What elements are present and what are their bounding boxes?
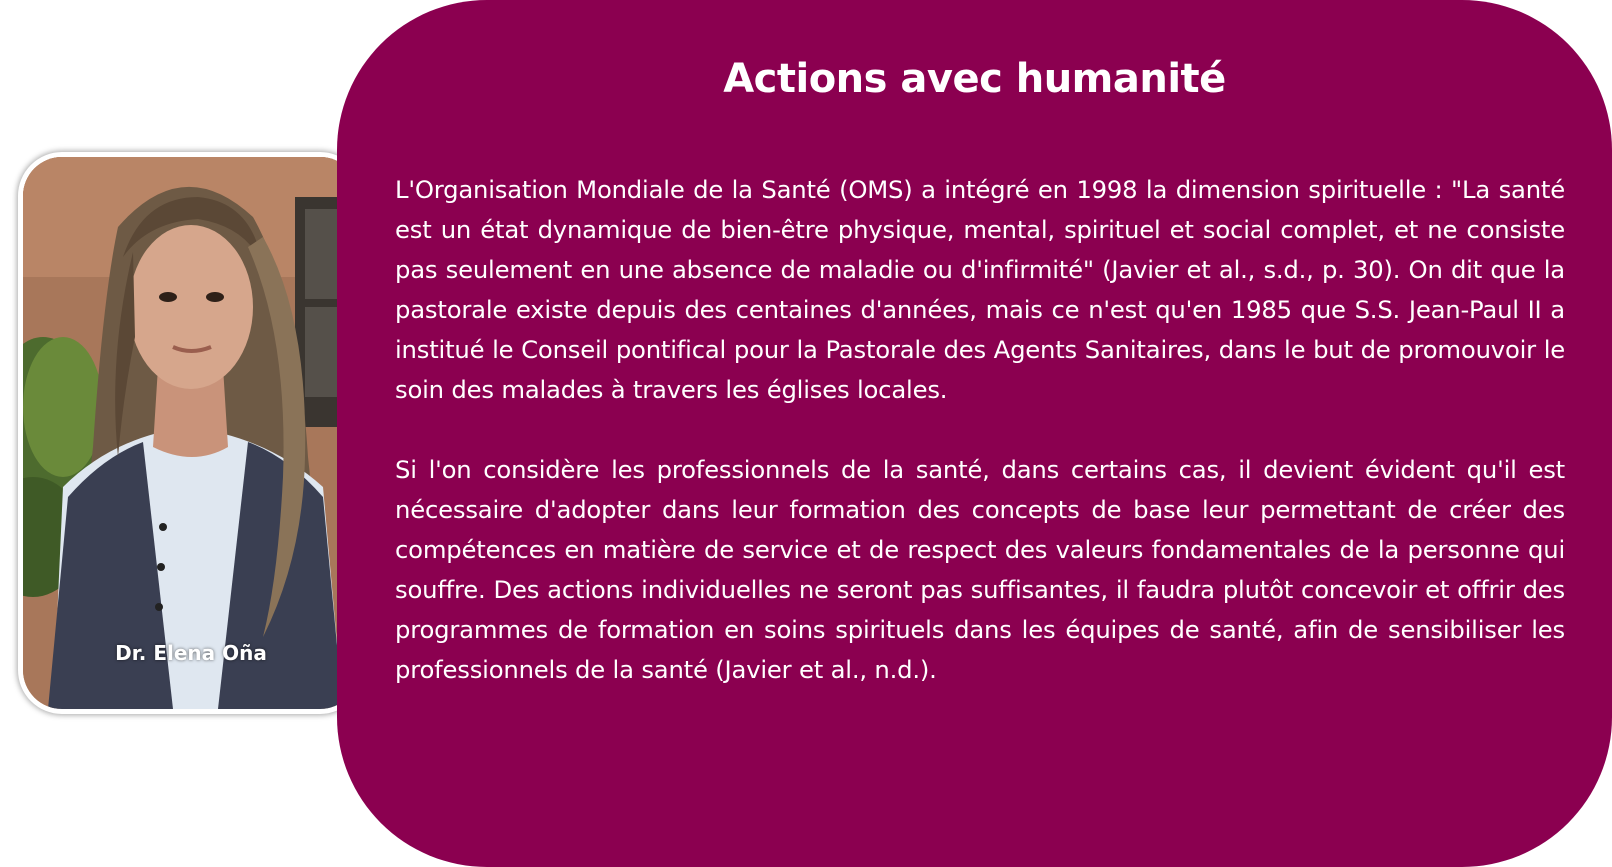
portrait-photo-card <box>18 152 364 714</box>
panel-title: Actions avec humanité <box>723 56 1226 102</box>
paragraph-oms: L'Organisation Mondiale de la Santé (OMS) a intégré en 1998 la dimension spirituelle : "La santé est un état dynamique de bien-être physique, mental, spirituel et social complet, et ne consiste pas seulement en une absence de maladie ou d'infirmité" (Javier et al., s.d., p. 30). On dit que la pastorale existe depuis des centaines d'années, mais ce n'est qu'en 1985 que S.S. Jean-Paul II a institué le Conseil pontifical pour la Pastorale des Agents Sanitaires, dans le but de promouvoir le soin des malades à travers les églises locales. <box>395 175 1565 404</box>
content-panel <box>337 0 1612 867</box>
panel-body <box>395 170 1565 730</box>
paragraph-professionals: Si l'on considère les professionnels de la santé, dans certains cas, il devient évident qu'il est nécessaire d'adopter dans leur formation des concepts de base leur permettant de créer des compétences en matière de service et de respect des valeurs fondamentales de la personne qui souffre. Des actions individuelles ne seront pas suffisantes, il faudra plutôt concevoir et offrir des programmes de formation en soins spirituels dans les équipes de santé, afin de sensibiliser les professionnels de la santé (Javier et al., n.d.). <box>395 455 1565 684</box>
photo-caption: Dr. Elena Oña <box>115 641 267 665</box>
portrait-photo <box>23 157 359 709</box>
